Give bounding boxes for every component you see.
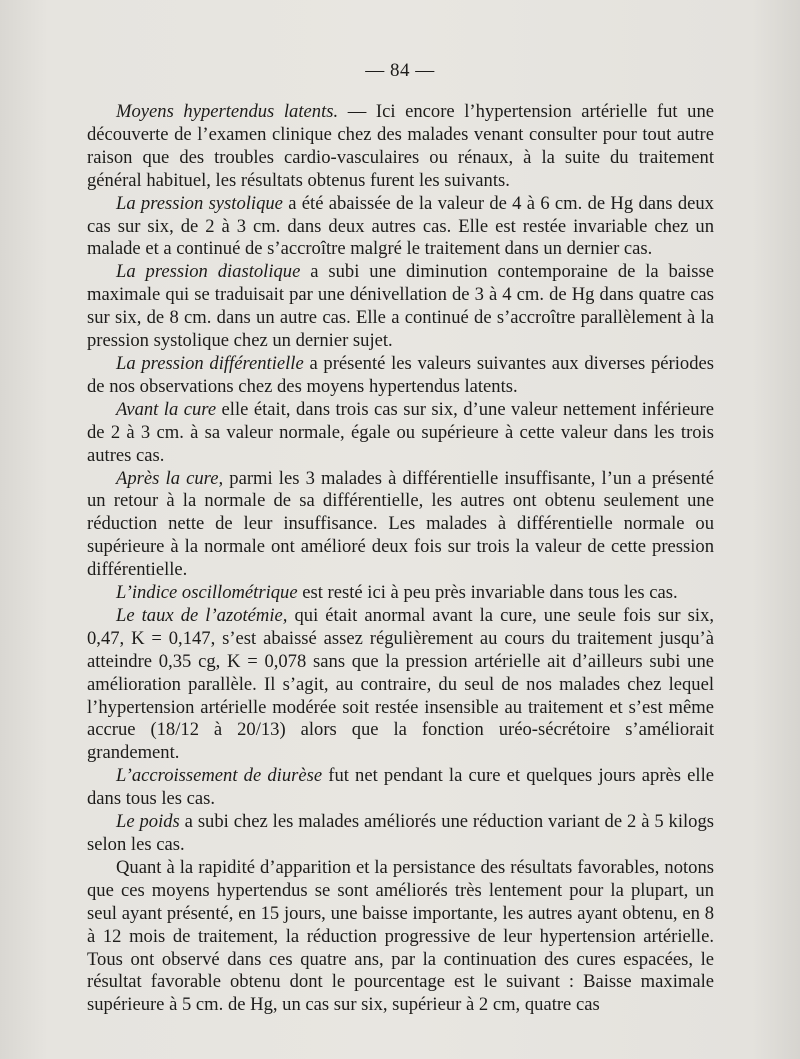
paragraph-indice-oscillometrique — [87, 582, 714, 605]
paragraph-pression-systolique — [87, 193, 714, 262]
paragraph-avant-la-cure — [87, 399, 714, 468]
paragraph-poids — [87, 811, 714, 857]
paragraph-lead: Moyens hypertendus latents. — [116, 101, 339, 122]
paragraph-text: a subi une diminution contemporaine de la baisse maximale qui se traduisait par une dénivellation de 3 à 4 cm. de Hg dans quatre cas sur six, de 8 cm. dans un autre cas. Elle a continué de s’accroître parallèlement à la pression systolique chez un dernier sujet. — [87, 261, 714, 352]
paragraph-lead: L’accroissement de diurèse — [116, 765, 323, 787]
paragraph-lead: Le taux de l’azotémie, — [116, 604, 288, 626]
paragraph-lead: Avant la cure — [116, 398, 217, 420]
paragraph-text: elle était, dans trois cas sur six, d’une valeur nettement inférieure de 2 à 3 cm. à sa valeur normale, égale ou supérieure à cette valeur dans les trois autres cas. — [87, 398, 714, 466]
paragraph-text: Quant à la rapidité d’apparition et la persistance des résultats favorables, notons que ces moyens hypertendus se sont améliorés très lentement pour la plupart, un seul ayant présenté, en 15 jours, une baisse importante, les autres ayant obtenu, en 8 à 12 mois de traitement, la réduction progressive de leur hypertension artérielle. Tous ont observé dans ces quatre ans, par la continuation des cures espacées, le résultat favorable obtenu dont le pourcentage est le suivant : Baisse maximale supérieure à 5 cm. de Hg, un cas sur six, supérieur à 2 cm, quatre cas — [87, 856, 714, 1016]
paragraph-taux-azotemie — [87, 605, 714, 765]
paragraph-moyens-hypertendus — [87, 101, 714, 193]
paragraph-text: qui était anormal avant la cure, une seule fois sur six, 0,47, K = 0,147, s’est abaissé assez régulièrement au cours du traitement jusqu’à atteindre 0,35 cg, K = 0,078 sans que la pression artérielle ait d’ailleurs subi une amélioration parallèle. Il s’agit, au contraire, du seul de nos malades chez lequel l’hypertension artérielle modérée soit restée insensible au traitement et s’est même accrue (18/12 à 20/13) alors que la fonction uréo-sécrétoire s’améliorait grandement. — [87, 604, 715, 764]
paragraph-text: — Ici encore l’hypertension artérielle fut une découverte de l’examen clinique chez des malades venant consulter pour tout autre raison que des troubles cardio-vasculaires ou rénaux, à la suite du traitement général habituel, les résultats obtenus furent les suivants. — [87, 101, 714, 191]
paragraph-lead: Le poids — [116, 811, 180, 833]
page-number: — 84 — — [365, 60, 435, 81]
paragraph-text: est resté ici à peu près invariable dans tous les cas. — [297, 582, 678, 604]
body-text — [87, 101, 714, 1017]
paragraph-apres-la-cure — [87, 468, 714, 583]
paragraph-pression-differentielle — [87, 353, 714, 399]
paragraph-text: fut net pendant la cure et quelques jours après elle dans tous les cas. — [87, 765, 714, 810]
paragraph-lead: La pression systolique — [116, 192, 283, 214]
paragraph-rapidite-apparition — [87, 857, 714, 1017]
paragraph-lead: Après la cure, — [116, 467, 224, 489]
paragraph-lead: L’indice oscillométrique — [116, 582, 298, 604]
paragraph-lead: La pression diastolique — [116, 261, 301, 283]
paragraph-pression-diastolique — [87, 261, 714, 353]
paragraph-accroissement-diurese — [87, 765, 714, 811]
paragraph-text: a subi chez les malades améliorés une réduction variant de 2 à 5 kilogs selon les cas. — [87, 811, 714, 855]
paragraph-lead: La pression différentielle — [116, 352, 304, 374]
paragraph-text: parmi les 3 malades à différentielle insuffisante, l’un a présenté un retour à la normale de sa différentielle, les autres ont obtenu seulement une réduction nette de leur insuffisance. Les malades à différentielle normale ou supérieure à la normale ont amélioré deux fois sur trois la valeur de cette pression différentielle. — [87, 467, 714, 581]
paragraph-text: a présenté les valeurs suivantes aux diverses périodes de nos observations chez des moyens hypertendus latents. — [87, 352, 714, 397]
paragraph-text: a été abaissée de la valeur de 4 à 6 cm. de Hg dans deux cas sur six, de 2 à 3 cm. dans deux autres cas. Elle est restée invariable chez un malade et a continué de s’accroître malgré le traitement dans un dernier cas. — [87, 192, 714, 260]
